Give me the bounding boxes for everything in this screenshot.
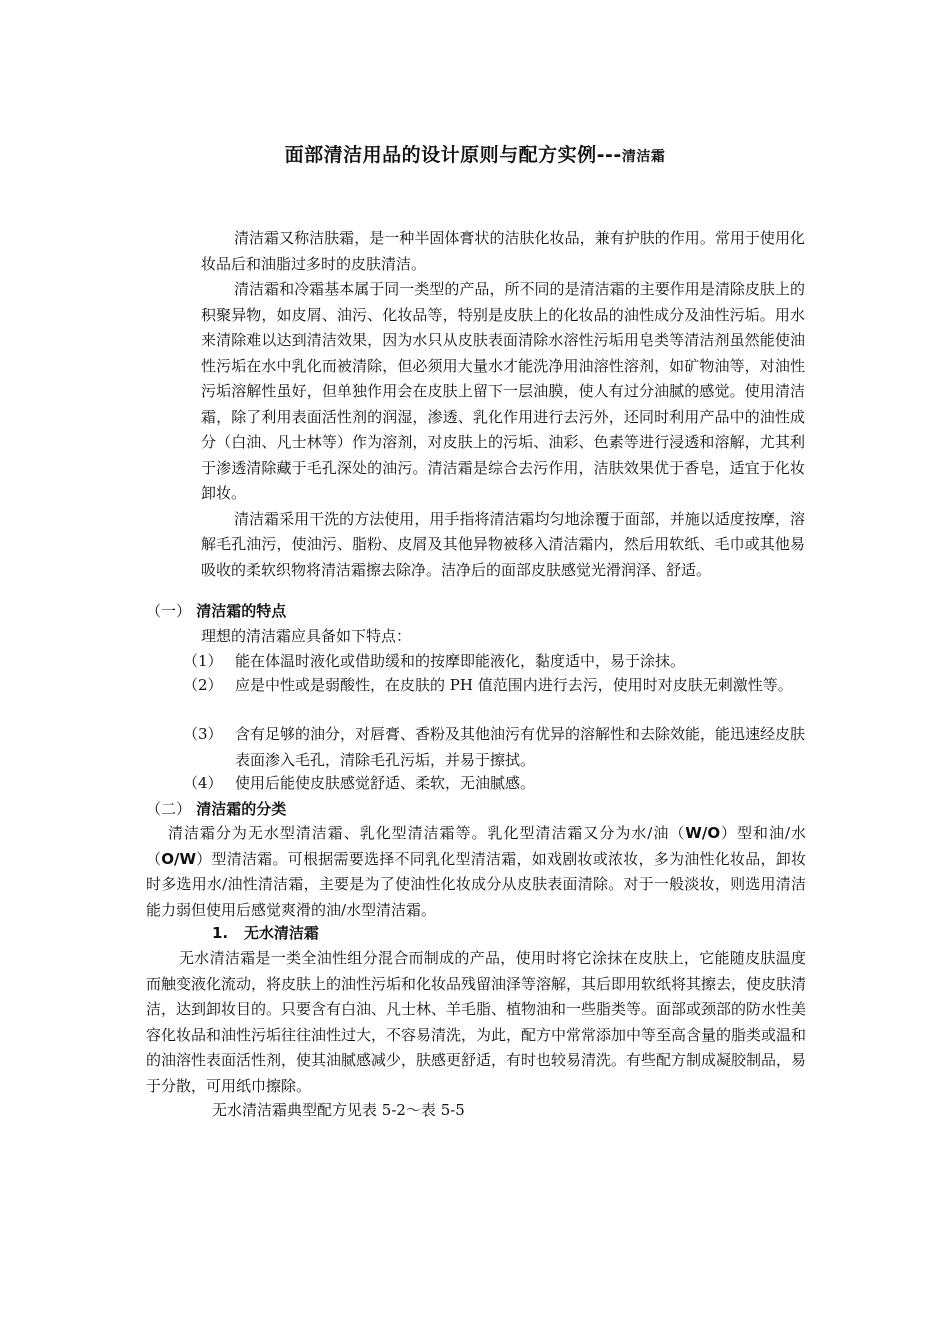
intro-paragraph: 清洁霜采用干洗的方法使用，用手指将清洁霜均匀地涂覆于面部，并施以适度按摩，溶解毛孔油污，使油污、脂粉、皮屑及其他异物被移入清洁霜内，然后用软纸、毛巾或其他易吸收的柔软织物将清洁霜擦去除净。洁净后的面部皮肤感觉光滑润泽、舒适。 bbox=[201, 509, 805, 579]
list-item-text: 使用后能使皮肤感觉舒适、柔软，无油腻感。 bbox=[235, 774, 536, 792]
document-title bbox=[0, 140, 950, 167]
table-reference: 无水清洁霜典型配方见表 5-2～表 5-5 bbox=[212, 1101, 465, 1119]
section2-number: （二） bbox=[146, 800, 192, 818]
section1-title: 清洁霜的特点 bbox=[196, 602, 287, 620]
subsection1-number: 1. bbox=[212, 924, 229, 942]
list-item-text: 应是中性或是弱酸性，在皮肤的 PH 值范围内进行去污，使用时对皮肤无刺激性等。 bbox=[235, 676, 793, 694]
section1-number: （一） bbox=[146, 602, 192, 620]
list-item bbox=[183, 771, 805, 797]
section2-title: 清洁霜的分类 bbox=[196, 800, 287, 818]
list-item-text: 含有足够的油分，对唇膏、香粉及其他油污有优异的溶解性和去除效能，能迅速经皮肤表面渗入毛孔，清除毛孔污垢，并易于擦拭。 bbox=[235, 725, 806, 769]
intro-section bbox=[201, 226, 805, 583]
title-main: 面部清洁用品的设计原则与配方实例--- bbox=[284, 144, 622, 166]
list-item-number: （3） bbox=[183, 725, 223, 743]
list-item-number: （1） bbox=[183, 652, 223, 670]
subsection1-body bbox=[146, 946, 806, 1099]
list-item-number: （4） bbox=[183, 774, 223, 792]
subsection1-heading bbox=[212, 921, 319, 946]
list-item bbox=[183, 722, 805, 773]
section2-text-c: ）型清洁霜。可根据需要选择不同乳化型清洁霜，如戏剧妆或浓妆，多为油性化妆品，卸妆时多选用水/油性清洁霜，主要是为了使油性化妆成分从皮肤表面清除。对于一般淡妆，则选用清洁能力弱但使用后感觉爽滑的油/水型清洁霜。 bbox=[146, 849, 806, 919]
section2-heading bbox=[146, 797, 286, 822]
intro-paragraph: 清洁霜和冷霜基本属于同一类型的产品，所不同的是清洁霜的主要作用是清除皮肤上的积聚异物，如皮屑、油污、化妆品等，特别是皮肤上的化妆品的油性成分及油性污垢。用水来清除难以达到清洁效果，因为水只从皮肤表面清除水溶性污垢用皂类等清洁剂虽然能使油性污垢在水中乳化而被清除，但必须用大量水才能洗净用油溶性溶剂，如矿物油等，对油性污垢溶解性虽好，但单独作用会在皮肤上留下一层油膜，使人有过分油腻的感觉。使用清洁霜，除了利用表面活性剂的润湿，渗透、乳化作用进行去污外，还同时利用产品中的油性成分（白油、凡士林等）作为溶剂，对皮肤上的污垢、油彩、色素等进行浸透和溶解，尤其利于渗透清除藏于毛孔深处的油污。清洁霜是综合去污作用，洁肤效果优于香皂，适宜于化妆卸妆。 bbox=[201, 280, 805, 502]
section2-body bbox=[146, 821, 806, 923]
section2-text-a: 清洁霜分为无水型清洁霜、乳化型清洁霜等。乳化型清洁霜又分为水/油（ bbox=[168, 824, 686, 842]
subsection1-title: 无水清洁霜 bbox=[243, 924, 319, 942]
section1-intro: 理想的清洁霜应具备如下特点： bbox=[201, 627, 412, 645]
list-item bbox=[183, 649, 805, 675]
intro-paragraph: 清洁霜又称洁肤霜，是一种半固体膏状的洁肤化妆品，兼有护肤的作用。常用于使用化妆品后和油脂过多时的皮肤清洁。 bbox=[201, 229, 805, 273]
list-item bbox=[183, 673, 805, 699]
subsection1-paragraph: 无水清洁霜是一类全油性组分混合而制成的产品，使用时将它涂抹在皮肤上，它能随皮肤温度而触变液化流动，将皮肤上的油性污垢和化妆品残留油泽等溶解，其后即用软纸将其擦去，使皮肤清洁，达到卸妆目的。只要含有白油、凡士林、羊毛脂、植物油和一些脂类等。面部或颈部的防水性美容化妆品和油性污垢往往油性过大，不容易清洗，为此，配方中常常添加中等至高含量的脂类或温和的油溶性表面活性剂，使其油腻感减少，肤感更舒适，有时也较易清洗。有些配方制成凝胶制品，易于分散，可用纸巾擦除。 bbox=[146, 949, 807, 1095]
wo-label: W/O bbox=[685, 824, 721, 842]
section2-paragraph bbox=[146, 821, 806, 923]
section2-text-b: ）型和油/水（ bbox=[146, 824, 806, 868]
list-item-number: （2） bbox=[183, 676, 223, 694]
title-sub: 清洁霜 bbox=[621, 149, 666, 165]
list-item-text: 能在体温时液化或借助缓和的按摩即能液化，黏度适中，易于涂抹。 bbox=[235, 652, 686, 670]
ow-label: O/W bbox=[161, 849, 197, 868]
section1-heading bbox=[146, 599, 286, 624]
